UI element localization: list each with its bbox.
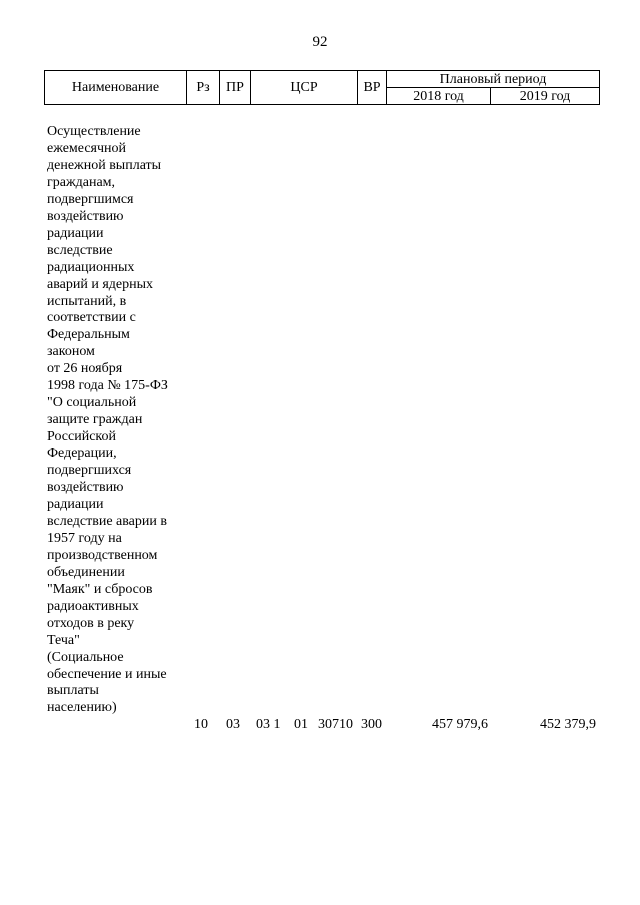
header-rz: Рз bbox=[187, 71, 220, 105]
row-name-line: объединении bbox=[47, 564, 125, 580]
row-name-line: испытаний, в bbox=[47, 293, 127, 309]
row-name-line: аварий и ядерных bbox=[47, 276, 154, 292]
row-name-line: соответствии с bbox=[47, 310, 136, 326]
row-name-line: 1998 года № 175-ФЗ bbox=[47, 378, 168, 394]
row-name-line: отходов в реку bbox=[47, 615, 135, 631]
header-pr: ПР bbox=[220, 71, 251, 105]
row-name-line: "О социальной bbox=[47, 395, 137, 411]
row-name-line: воздействию bbox=[47, 480, 124, 496]
row-value-2019: 452 379,9 bbox=[540, 717, 596, 732]
row-name-line: гражданам, bbox=[47, 174, 116, 190]
row-name-line: законом bbox=[47, 344, 95, 360]
row-name-line: защите граждан bbox=[47, 412, 143, 428]
row-name-line: Российской bbox=[47, 429, 116, 445]
page-number: 92 bbox=[312, 34, 328, 50]
row-value-2018: 457 979,6 bbox=[432, 717, 488, 732]
header-name: Наименование bbox=[45, 71, 187, 105]
header-csr: ЦСР bbox=[251, 71, 358, 105]
row-name-line: Теча" bbox=[47, 632, 80, 648]
row-name-line: 1957 году на bbox=[47, 530, 122, 546]
row-name-line: радиации bbox=[47, 496, 104, 512]
row-csr-subprogram: 01 bbox=[294, 717, 308, 732]
row-name-line: Федерации, bbox=[47, 446, 117, 462]
row-name-line: выплаты bbox=[47, 683, 99, 699]
row-name-line: вследствие bbox=[47, 242, 113, 258]
header-vr: ВР bbox=[358, 71, 387, 105]
row-rz: 10 bbox=[194, 717, 208, 732]
row-name bbox=[47, 124, 187, 717]
header-year-2019: 2019 год bbox=[491, 88, 600, 105]
row-name-line: подвергшимся bbox=[47, 191, 134, 207]
row-name-line: "Маяк" и сбросов bbox=[47, 581, 153, 597]
header-planned-period: Плановый период bbox=[387, 71, 600, 88]
row-name-line: радиоактивных bbox=[47, 598, 139, 614]
row-pr: 03 bbox=[226, 717, 240, 732]
row-name-line: воздействию bbox=[47, 208, 124, 224]
row-name-line: радиационных bbox=[47, 259, 135, 275]
row-name-line: Федеральным bbox=[47, 327, 130, 343]
row-name-line: (Социальное bbox=[47, 649, 124, 665]
row-csr-program: 03 1 bbox=[256, 717, 281, 732]
row-name-line: ежемесячной bbox=[47, 140, 127, 156]
table-header bbox=[44, 70, 600, 105]
header-year-2018: 2018 год bbox=[387, 88, 491, 105]
row-name-line: от 26 ноября bbox=[47, 361, 123, 377]
row-name-line: населению) bbox=[47, 700, 117, 716]
row-name-line: производственном bbox=[47, 547, 158, 563]
row-name-line: вследствие аварии в bbox=[47, 513, 167, 529]
row-name-line: подвергшихся bbox=[47, 463, 132, 479]
row-name-line: денежной выплаты bbox=[47, 157, 162, 173]
row-vr: 300 bbox=[361, 717, 382, 732]
row-name-line: радиации bbox=[47, 225, 104, 241]
row-name-line: Осуществление bbox=[47, 124, 141, 139]
row-csr-direction: 30710 bbox=[318, 717, 353, 732]
row-name-line: обеспечение и иные bbox=[47, 666, 167, 682]
